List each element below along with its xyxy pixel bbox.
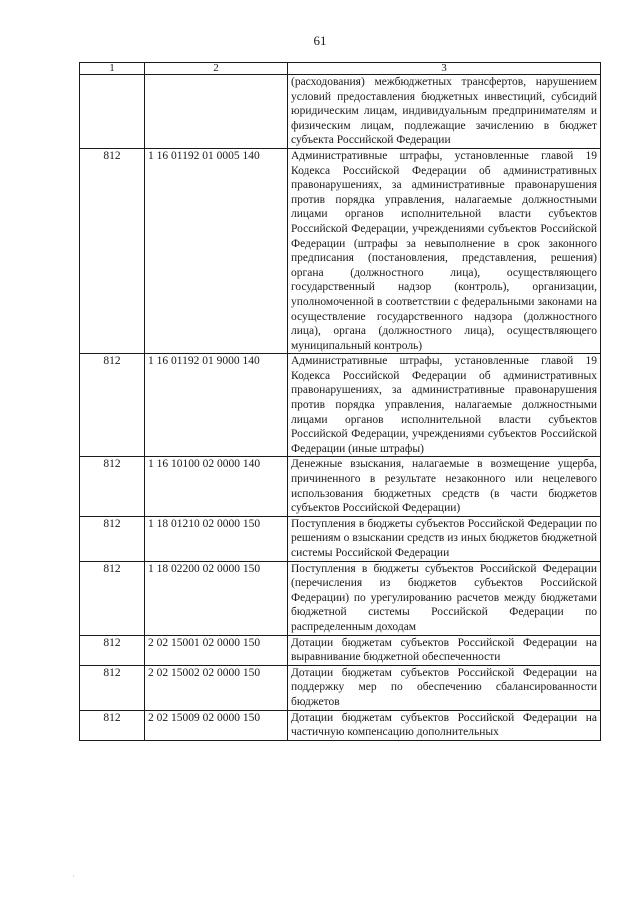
table-row	[80, 561, 601, 635]
revenue-code-cell	[145, 75, 288, 149]
description-cell: Дотации бюджетам субъектов Российской Федерации на частичную компенсацию дополнительных	[288, 710, 601, 740]
admin-code-cell: 812	[80, 635, 145, 665]
description-cell: Административные штрафы, установленные главой 19 Кодекса Российской Федерации об административных правонарушениях, за административные правонарушения против порядка управления, налагаемые должностными лицами органов исполнительной власти субъектов Российской Федерации, учреждениями субъектов Российской Федерации (штрафы за невыполнение в срок законного предписания (постановления, представления, решения) органа (должностного лица), осуществляющего государственный надзор (контроль), организации, уполномоченной в соответствии с федеральными законами на осуществление государственного надзора (должностного лица), органа (должностного лица), осуществляющего муниципальный контроль)	[288, 148, 601, 353]
admin-code-cell: 812	[80, 516, 145, 561]
revenue-code-cell: 1 18 02200 02 0000 150	[145, 561, 288, 635]
admin-code-cell	[80, 75, 145, 149]
table-row	[80, 354, 601, 457]
table-header-row	[80, 63, 601, 75]
description-cell: Дотации бюджетам субъектов Российской Федерации на выравнивание бюджетной обеспеченности	[288, 635, 601, 665]
description-cell: Административные штрафы, установленные главой 19 Кодекса Российской Федерации об административных правонарушениях, за административные правонарушения против порядка управления, налагаемые должностными лицами органов исполнительной власти субъектов Российской Федерации, учреждениями субъектов Российской Федерации (иные штрафы)	[288, 354, 601, 457]
table-row	[80, 516, 601, 561]
table-row	[80, 75, 601, 149]
revenue-code-cell: 2 02 15009 02 0000 150	[145, 710, 288, 740]
table-row	[80, 710, 601, 740]
margin-scan-mark: ˌ	[72, 868, 75, 877]
revenue-code-cell: 1 16 10100 02 0000 140	[145, 457, 288, 516]
table-row	[80, 635, 601, 665]
description-cell: (расходования) межбюджетных трансфертов, нарушением условий предоставления бюджетных инвестиций, субсидий юридическим лицам, индивидуальным предпринимателям и физическим лицам, подлежащие зачислению в бюджет субъекта Российской Федерации	[288, 75, 601, 149]
admin-code-cell: 812	[80, 457, 145, 516]
revenue-code-cell: 1 18 01210 02 0000 150	[145, 516, 288, 561]
admin-code-cell: 812	[80, 561, 145, 635]
admin-code-cell: 812	[80, 710, 145, 740]
table-row	[80, 665, 601, 710]
header-col-3: 3	[288, 63, 601, 75]
description-cell: Поступления в бюджеты субъектов Российской Федерации по решениям о взыскании средств из иных бюджетов бюджетной системы Российской Федерации	[288, 516, 601, 561]
revenue-code-cell: 2 02 15002 02 0000 150	[145, 665, 288, 710]
admin-code-cell: 812	[80, 148, 145, 353]
revenue-code-cell: 2 02 15001 02 0000 150	[145, 635, 288, 665]
revenue-code-cell: 1 16 01192 01 9000 140	[145, 354, 288, 457]
revenue-code-cell: 1 16 01192 01 0005 140	[145, 148, 288, 353]
page-number: 61	[313, 33, 327, 48]
description-cell: Денежные взыскания, налагаемые в возмещение ущерба, причиненного в результате незаконного или нецелевого использования бюджетных средств (в части бюджетов субъектов Российской Федерации)	[288, 457, 601, 516]
table-row	[80, 457, 601, 516]
budget-classification-table	[79, 62, 601, 741]
description-cell: Поступления в бюджеты субъектов Российской Федерации (перечисления из бюджетов субъектов Российской Федерации) по урегулированию расчетов между бюджетами бюджетной системы Российской Федерации по распределенным доходам	[288, 561, 601, 635]
header-col-1: 1	[80, 63, 145, 75]
description-cell: Дотации бюджетам субъектов Российской Федерации на поддержку мер по обеспечению сбалансированности бюджетов	[288, 665, 601, 710]
admin-code-cell: 812	[80, 665, 145, 710]
table-row	[80, 148, 601, 353]
admin-code-cell: 812	[80, 354, 145, 457]
header-col-2: 2	[145, 63, 288, 75]
